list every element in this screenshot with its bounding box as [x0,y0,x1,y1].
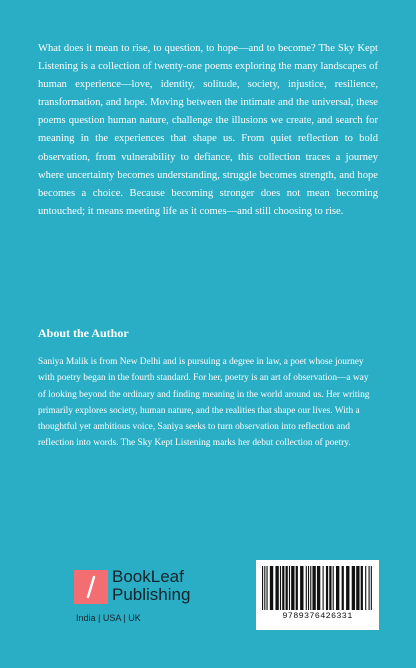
barcode-bar [306,566,307,610]
barcode-bar [352,566,355,610]
barcode-bar [282,566,284,610]
barcode-bar [371,566,372,610]
barcode-bar [286,566,288,610]
barcode-bar [326,566,328,610]
publisher-locations: India | USA | UK [76,613,141,623]
barcode-bar [312,566,315,610]
bookleaf-logo-icon [74,570,108,604]
barcode-bar [289,566,290,610]
barcode-bar [275,566,278,610]
barcode-bar [266,566,267,610]
barcode-bar [262,566,263,610]
barcode-bar [296,566,298,610]
barcode-bar [356,566,359,610]
barcode-bar [361,566,363,610]
author-bio: Saniya Malik is from New Delhi and is pursuing a degree in law, a poet whose journey with poetry began in the fourth standard. For her, poetry is an art of observation—a way of looking beyond the ordinary and finding meaning in the world around us. Her writing primarily explores society, human nature, and the realities that shape our lives. With a thoughtful yet ambitious voice, Saniya seeks to turn observation into reflection and reflection into words. The Sky Kept Listening marks her debut collection of poetry. [38,357,370,449]
barcode-bar [291,566,294,610]
barcode-bar [336,566,339,610]
barcode-bars [262,566,373,610]
publisher-logo [74,567,191,637]
barcode-bar [329,566,331,610]
barcode-bar [323,566,324,610]
barcode-bar [342,566,344,610]
barcode-bar [333,566,334,610]
back-cover-blurb: What does it mean to rise, to question, to hope—and to become? The Sky Kept Listening is a collection of twenty-one poems exploring the many landscapes of human experience—love, identity, solitude, society, injustice, resilience, transformation, and hope. Moving between the intimate and the universal, these poems question human nature, challenge the illusions we create, and search for meaning in the experiences that shape us. From quiet reflection to bold observation, from vulnerability to defiance, this collection traces a journey where uncertainty becomes understanding, struggle becomes strength, and hope becomes a choice. Because becoming stronger does not mean becoming untouched; it means meeting life as it comes—and still choosing to rise. [38,43,378,217]
about-author-heading: About the Author [38,326,129,340]
barcode-bar [365,566,366,610]
isbn-number: 9789376426331 [282,611,353,621]
barcode-bar [346,566,349,610]
barcode-bar [369,566,370,610]
barcode-bar [300,566,303,610]
barcode-bar [280,566,281,610]
publisher-name-line2: Publishing [112,585,191,604]
barcode-bar [270,566,273,610]
barcode-bar [310,566,311,610]
publisher-name-line1: BookLeaf [112,567,184,586]
barcode-bar [308,566,309,610]
isbn-barcode [256,560,379,630]
slash-icon [74,570,108,604]
barcode-bar [264,566,265,610]
barcode-bar [317,566,320,610]
